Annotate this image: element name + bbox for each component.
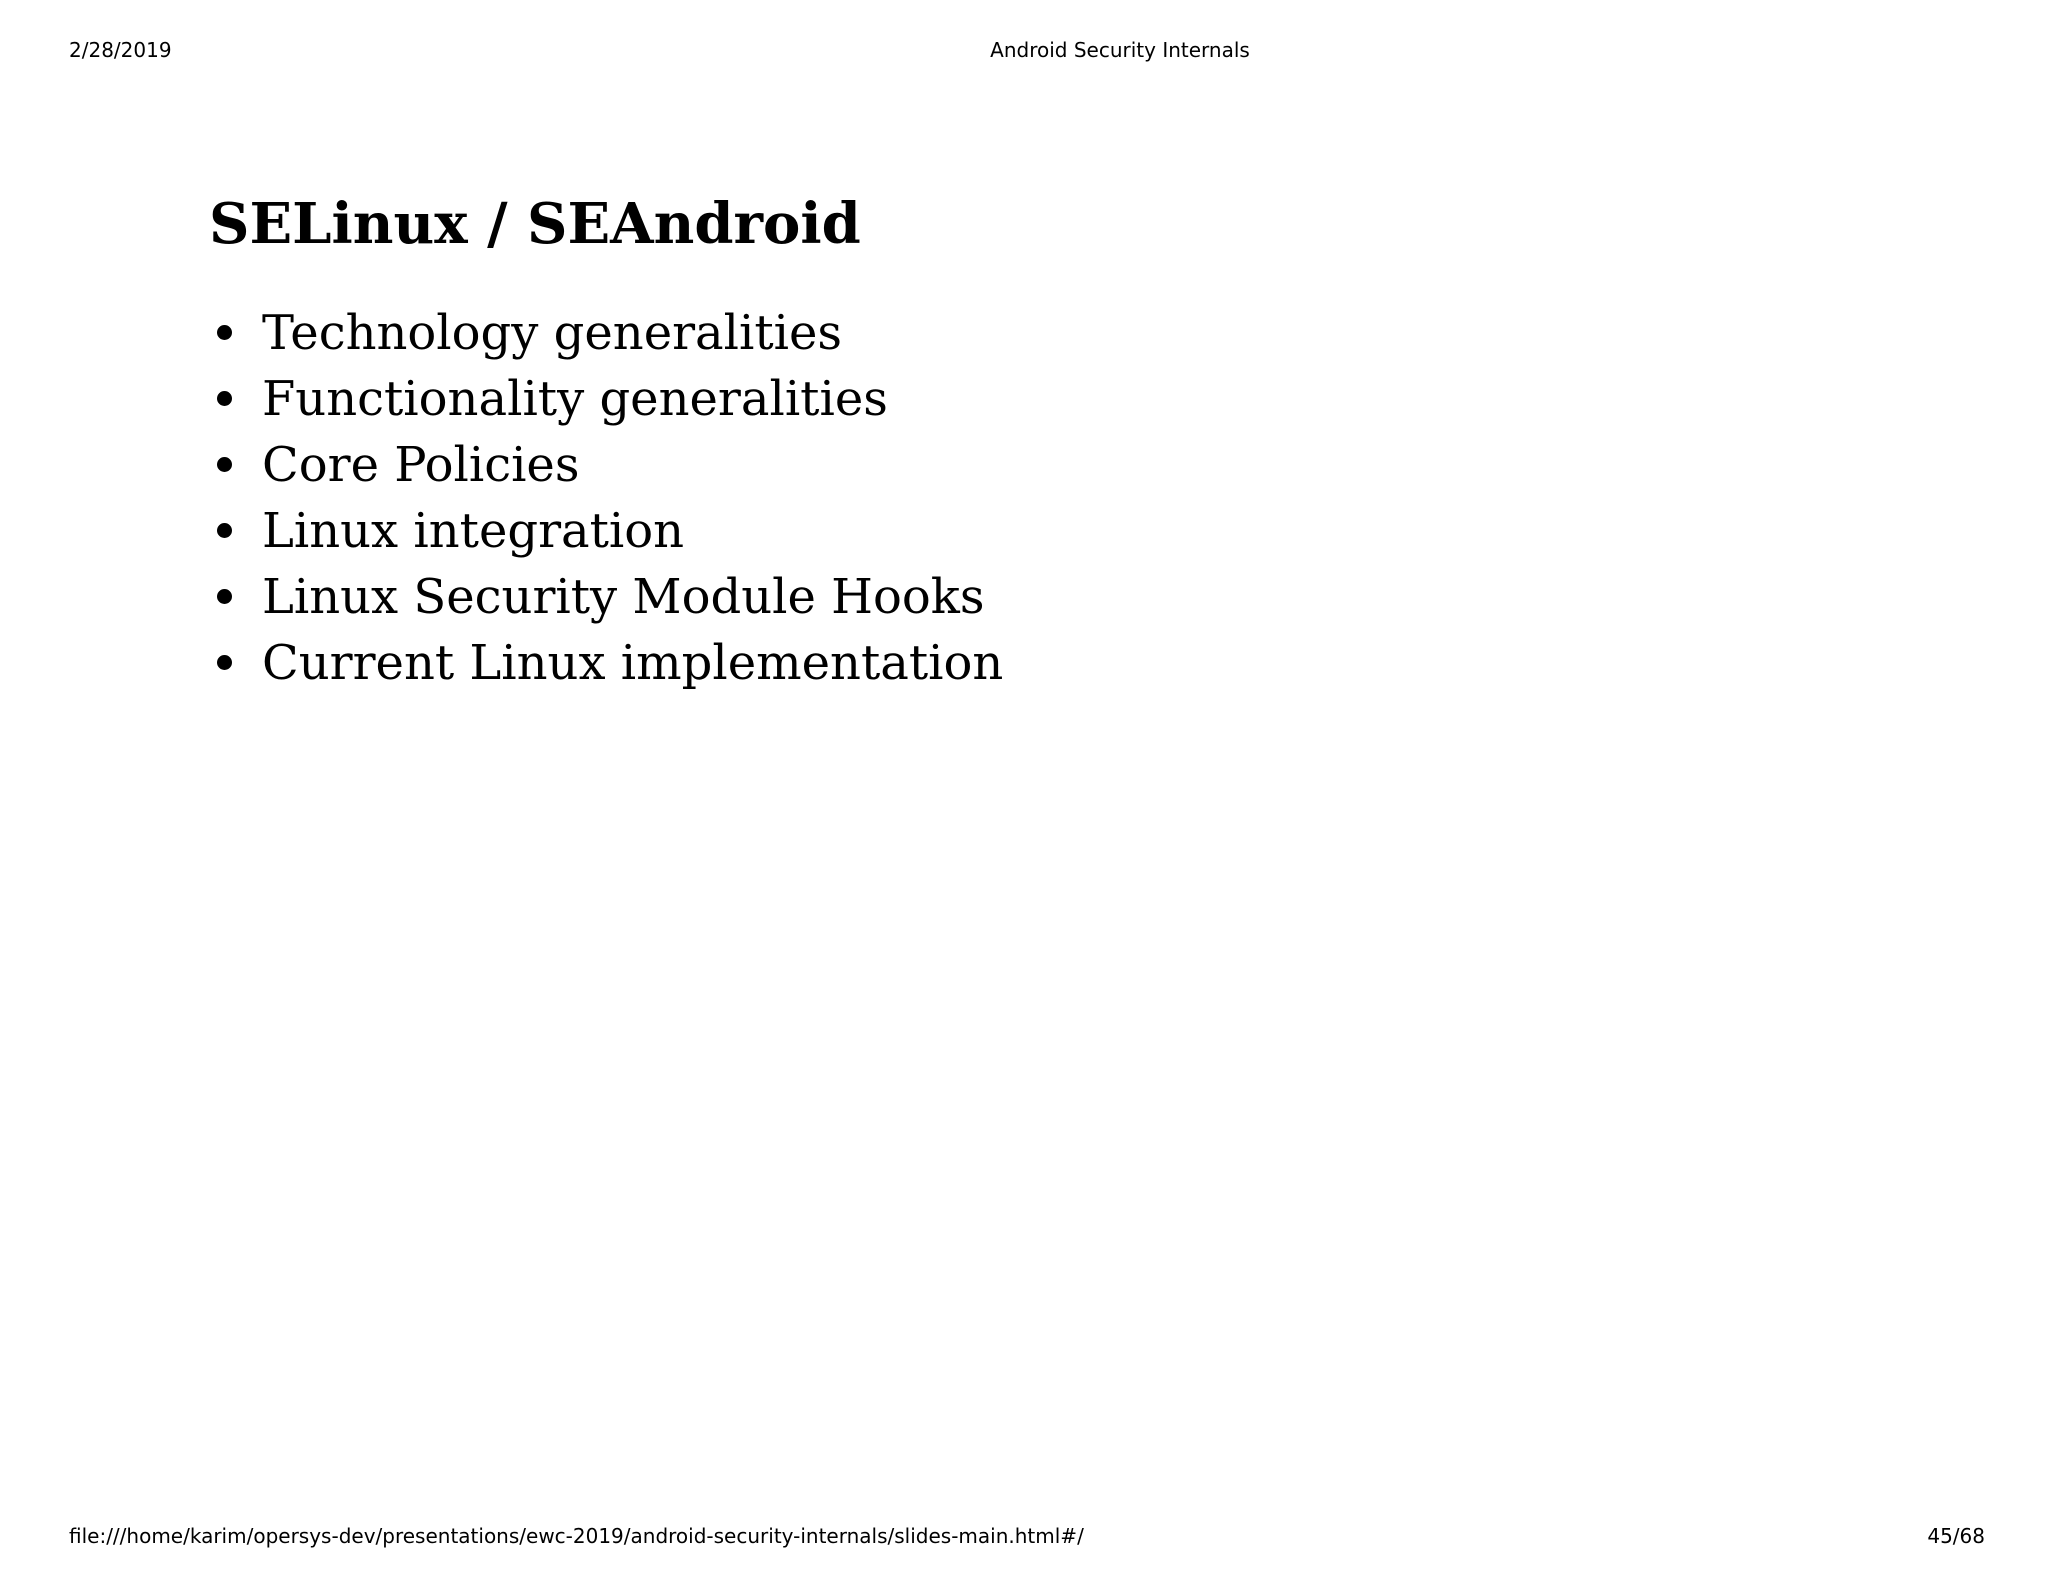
print-page-title: Android Security Internals xyxy=(990,38,1250,62)
list-item-text: Current Linux implementation xyxy=(262,635,1004,691)
list-item xyxy=(209,564,1003,630)
list-item-text: Functionality generalities xyxy=(262,371,888,427)
bullet-list xyxy=(209,300,1003,696)
list-item-text: Linux integration xyxy=(262,503,685,559)
list-item xyxy=(209,432,1003,498)
print-date: 2/28/2019 xyxy=(69,38,172,62)
bullet-icon xyxy=(217,523,232,538)
list-item-text: Linux Security Module Hooks xyxy=(262,569,985,625)
bullet-icon xyxy=(217,457,232,472)
list-item xyxy=(209,366,1003,432)
bullet-icon xyxy=(217,391,232,406)
list-item xyxy=(209,630,1003,696)
list-item xyxy=(209,498,1003,564)
page-counter: 45/68 xyxy=(1927,1524,1985,1548)
list-item-text: Technology generalities xyxy=(262,305,843,361)
list-item xyxy=(209,300,1003,366)
bullet-icon xyxy=(217,325,232,340)
slide-title: SELinux / SEAndroid xyxy=(209,191,861,257)
bullet-icon xyxy=(217,655,232,670)
list-item-text: Core Policies xyxy=(262,437,580,493)
bullet-icon xyxy=(217,589,232,604)
print-url: file:///home/karim/opersys-dev/presentations/ewc-2019/android-security-internals/slides-main.html#/ xyxy=(69,1524,1084,1548)
